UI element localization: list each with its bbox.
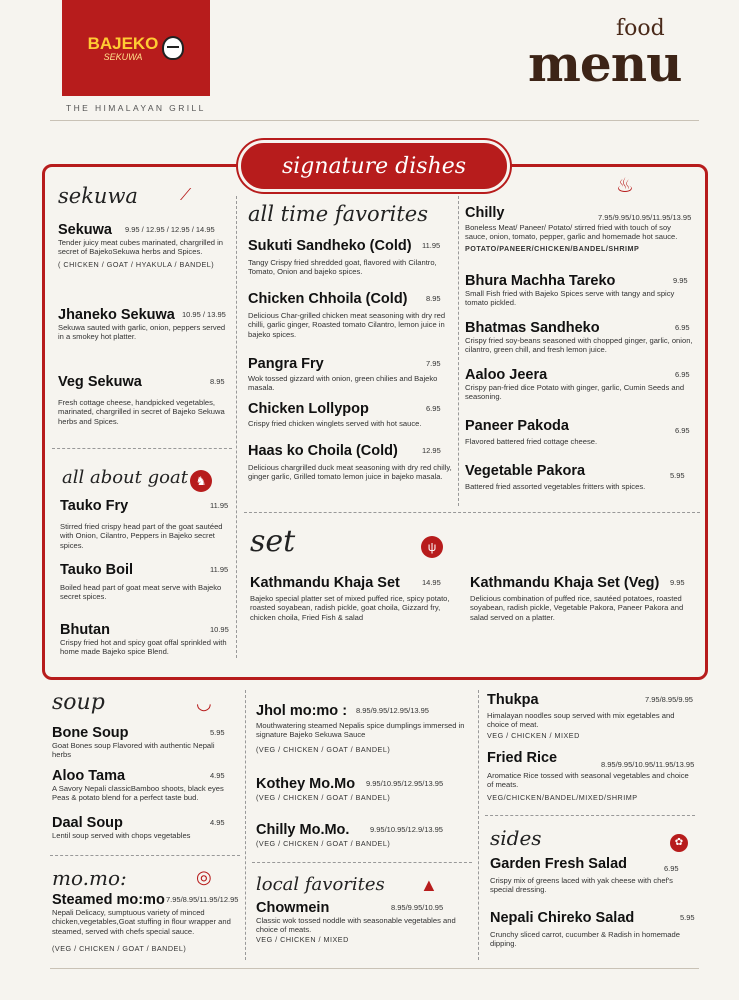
menu-item bbox=[52, 725, 232, 760]
header-divider bbox=[50, 120, 699, 121]
item-name: Paneer Pakoda bbox=[465, 418, 569, 434]
col-divider bbox=[245, 690, 246, 960]
item-price: 11.95 bbox=[210, 565, 229, 574]
sides-title: sides bbox=[490, 826, 542, 850]
item-desc: Crispy fried chicken winglets served with hot sauce. bbox=[248, 419, 422, 428]
item-desc: A Savory Nepali classicBamboo shoots, black eyes Peas & potato blend for a perfect taste bud. bbox=[52, 784, 224, 803]
footer-divider bbox=[50, 968, 699, 969]
item-price: 9.95/10.95/12.95/13.95 bbox=[366, 779, 444, 788]
item-price: 6.95 bbox=[664, 864, 679, 873]
item-price: 8.95 bbox=[210, 377, 225, 386]
item-name: Chicken Chhoila (Cold) bbox=[248, 291, 408, 307]
item-price: 11.95 bbox=[422, 241, 441, 250]
food-word: food bbox=[616, 16, 665, 41]
menu-item bbox=[256, 822, 471, 848]
item-price: 14.95 bbox=[422, 578, 441, 587]
menu-item bbox=[248, 401, 453, 428]
item-desc: Delicious combination of puffed rice, sautéed potatoes, roasted soyabean, radish pickle, Vegetable Pakora, Paneer Pakora and salad served on a platter. bbox=[470, 594, 684, 622]
menu-item bbox=[490, 856, 695, 895]
item-price: 6.95 bbox=[675, 323, 690, 332]
item-options: VEG / CHICKEN / MIXED bbox=[487, 730, 580, 740]
item-name: Chowmein bbox=[256, 900, 330, 916]
chef-hat-icon: ♨ bbox=[616, 175, 634, 197]
menu-item bbox=[52, 815, 232, 840]
item-price: 8.95/9.95/10.95/11.95/13.95 bbox=[601, 760, 695, 769]
brand-logo bbox=[62, 0, 210, 96]
menu-item bbox=[58, 222, 230, 269]
item-desc: Flavored battered fried cottage cheese. bbox=[465, 437, 598, 446]
brand-name: BAJEKO bbox=[87, 33, 159, 53]
item-name: Jhol mo:mo : bbox=[256, 703, 348, 719]
item-desc: Himalayan noodles soup served with mix egetables and choice of meat. bbox=[487, 711, 675, 730]
item-name: Tauko Boil bbox=[60, 562, 134, 578]
menu-item bbox=[465, 463, 695, 491]
item-name: Veg Sekuwa bbox=[58, 374, 142, 390]
menu-item bbox=[465, 273, 695, 308]
item-options: (VEG / CHICKEN / GOAT / BANDEL) bbox=[256, 839, 391, 848]
item-name: Tauko Fry bbox=[60, 498, 129, 514]
momo-title: mo.mo: bbox=[52, 866, 127, 890]
item-desc: Bajeko special platter set of mixed puffed rice, spicy potato, roasted soyabean, radish pickle, goat choila, Gizzard fry, chicken choila, Fried Fish & salad bbox=[250, 594, 450, 622]
item-options: ( CHICKEN / GOAT / HYAKULA / BANDEL) bbox=[58, 259, 215, 269]
item-name: Garden Fresh Salad bbox=[490, 856, 627, 872]
section-divider bbox=[244, 512, 700, 513]
item-price: 6.95 bbox=[675, 426, 690, 435]
item-desc: Crunchy sliced carrot, cucumber & Radish in homemade dipping. bbox=[490, 930, 680, 949]
item-price: 10.95 / 13.95 bbox=[182, 310, 226, 319]
item-price: 6.95 bbox=[675, 370, 690, 379]
item-desc: Fresh cottage cheese, handpicked vegetables, marinated, chargrilled in secret of Bajeko Sekuwa herbs and Spices. bbox=[58, 398, 225, 426]
signature-title: signature dishes bbox=[281, 153, 467, 179]
col-divider bbox=[478, 690, 479, 960]
item-desc: Mouthwatering steamed Nepalis spice dumplings immersed in signature Bajeko Sekuwa Sauce bbox=[256, 721, 465, 740]
item-name: Thukpa bbox=[487, 692, 539, 708]
item-name: Chicken Lollypop bbox=[248, 401, 369, 417]
menu-item bbox=[248, 443, 453, 482]
item-options: VEG / CHICKEN / MIXED bbox=[256, 934, 349, 944]
item-desc: Aromatice Rice tossed with seasonal vegetables and choice of meats. bbox=[487, 771, 689, 790]
cutlery-icon: ψ bbox=[421, 536, 443, 558]
menu-item bbox=[248, 291, 453, 339]
item-desc: Classic wok tossed noddle with seasonable vegetables and choice of meats. bbox=[256, 916, 456, 935]
item-name: Chilly Mo.Mo. bbox=[256, 822, 350, 838]
sekuwa-title: sekuwa bbox=[58, 184, 138, 208]
item-price: 7.95/9.95/10.95/11.95/13.95 bbox=[598, 213, 692, 222]
item-price: 4.95 bbox=[210, 771, 225, 780]
menu-item bbox=[60, 562, 230, 602]
menu-item bbox=[256, 900, 471, 944]
menu-item bbox=[465, 367, 695, 402]
menu-item bbox=[250, 575, 455, 622]
item-price: 5.95 bbox=[670, 471, 685, 480]
item-desc: Delicious chargrilled duck meat seasoning with dry red chilly, ginger garlic, Grilled tomato lemon juice in bajeko masala. bbox=[248, 463, 452, 482]
item-options: (VEG / CHICKEN / GOAT / BANDEL) bbox=[256, 793, 391, 802]
item-price: 9.95 / 12.95 / 12.95 / 14.95 bbox=[125, 225, 215, 234]
menu-item bbox=[256, 776, 471, 802]
item-options: (VEG / CHICKEN / GOAT / BANDEL) bbox=[256, 744, 391, 754]
item-name: Aaloo Jeera bbox=[465, 367, 548, 383]
item-price: 7.95/8.95/11.95/12.95 bbox=[166, 895, 239, 904]
item-desc: Crispy fried hot and spicy goat offal sprinkled with home made Bajeko spice Blend. bbox=[60, 638, 227, 657]
item-price: 9.95/10.95/12.9/13.95 bbox=[370, 825, 443, 834]
item-price: 4.95 bbox=[210, 818, 225, 827]
item-name: Bhutan bbox=[60, 622, 110, 638]
item-price: 5.95 bbox=[680, 913, 695, 922]
item-price: 9.95 bbox=[673, 276, 688, 285]
soup-bowl-icon: ◡ bbox=[196, 693, 212, 713]
menu-item bbox=[60, 622, 230, 657]
pot-icon: ▲ bbox=[420, 875, 438, 895]
menu-item bbox=[52, 768, 232, 803]
item-name: Steamed mo:mo bbox=[52, 892, 165, 908]
menu-item bbox=[58, 374, 230, 426]
menu-item bbox=[470, 575, 698, 622]
col-divider bbox=[236, 196, 237, 658]
item-name: Fried Rice bbox=[487, 750, 558, 766]
item-desc: Wok tossed gizzard with onion, green chilies and Bajeko masala. bbox=[248, 374, 438, 393]
item-desc: Battered fried assorted vegetables fritters with spices. bbox=[465, 482, 646, 491]
soup-title: soup bbox=[52, 690, 105, 715]
item-desc: Lentil soup served with chops vegetables bbox=[52, 831, 191, 840]
item-options: (VEG / CHICKEN / GOAT / BANDEL) bbox=[52, 944, 187, 954]
signature-banner bbox=[238, 140, 510, 192]
item-name: Bhura Machha Tareko bbox=[465, 273, 616, 289]
menu-item bbox=[487, 692, 697, 740]
item-desc: Tender juicy meat cubes marinated, chargrilled in secret of BajekoSekuwa herbs and Spices. bbox=[58, 238, 224, 257]
item-price: 8.95 bbox=[426, 294, 441, 303]
item-desc: Tangy Crispy fried shredded goat, flavored with Cilantro, Tomato, Onion and bajeko spices. bbox=[248, 258, 437, 277]
chef-face-icon bbox=[162, 36, 184, 60]
item-price: 7.95/8.95/9.95 bbox=[645, 695, 693, 704]
item-price: 11.95 bbox=[210, 501, 229, 510]
item-desc: Crispy pan-fried dice Potato with ginger, garlic, Cumin Seeds and seasoning. bbox=[465, 383, 685, 402]
item-desc: Stirred fried crispy head part of the goat sautéed with Onion, Cilantro, Peppers in Bajeko secret spices. bbox=[60, 522, 223, 550]
item-name: Kathmandu Khaja Set (Veg) bbox=[470, 575, 660, 591]
item-name: Bhatmas Sandheko bbox=[465, 320, 600, 336]
menu-item bbox=[490, 910, 705, 949]
item-name: Haas ko Choila (Cold) bbox=[248, 443, 398, 459]
item-options: VEG/CHICKEN/BANDEL/MIXED/SHRIMP bbox=[487, 792, 638, 802]
item-price: 6.95 bbox=[426, 404, 441, 413]
item-desc: Delicious Char-grilled chicken meat seasoning with dry red chilli, garlic ginger, Roasted tomato Cilantro, lemon juice in bajeko spices. bbox=[248, 311, 446, 339]
item-desc: Sekuwa sauted with garlic, onion, peppers served in a smokey hot platter. bbox=[58, 323, 226, 342]
item-price: 5.95 bbox=[210, 728, 225, 737]
menu-item bbox=[487, 750, 697, 802]
menu-item bbox=[465, 418, 695, 446]
item-price: 7.95 bbox=[426, 359, 441, 368]
item-price: 8.95/9.95/12.95/13.95 bbox=[356, 706, 429, 715]
item-desc: Boneless Meat/ Paneer/ Potato/ stirred fried with touch of soy sauce, onion, tomato, pepper, garlic and homemade hot sauce. bbox=[465, 223, 678, 242]
item-name: Nepali Chireko Salad bbox=[490, 910, 635, 926]
menu-word: menu bbox=[528, 34, 682, 93]
skewer-icon: ⟋ bbox=[180, 187, 192, 204]
favorites-title: all time favorites bbox=[248, 202, 428, 226]
menu-item bbox=[52, 892, 242, 953]
menu-item bbox=[248, 356, 453, 393]
item-name: Sekuwa bbox=[58, 222, 112, 238]
item-name: Daal Soup bbox=[52, 815, 123, 831]
item-desc: Crispy fried soy-beans seasoned with chopped ginger, garlic, onion, cilantro, green chill, and fresh lemon juice. bbox=[465, 336, 693, 355]
item-desc: Goat Bones soup Flavored with authentic Nepali herbs bbox=[52, 741, 215, 760]
section-divider bbox=[52, 448, 232, 449]
item-name: Vegetable Pakora bbox=[465, 463, 586, 479]
item-name: Aloo Tama bbox=[52, 768, 126, 784]
item-desc: Nepali Delicacy, sumptuous variety of minced chicken,vegetables,Goat stuffing in flour wrapper and steamed, served with chefs special sauce. bbox=[52, 908, 231, 936]
item-name: Chilly bbox=[465, 205, 505, 221]
menu-item bbox=[60, 498, 230, 550]
salad-icon: ✿ bbox=[670, 834, 688, 852]
item-name: Kothey Mo.Mo bbox=[256, 776, 356, 792]
dumpling-icon: ◎ bbox=[196, 867, 212, 887]
item-name: Pangra Fry bbox=[248, 356, 324, 372]
item-name: Kathmandu Khaja Set bbox=[250, 575, 400, 591]
menu-item bbox=[58, 307, 230, 342]
menu-item bbox=[465, 320, 695, 355]
item-name: Bone Soup bbox=[52, 725, 129, 741]
item-name: Sukuti Sandheko (Cold) bbox=[248, 238, 412, 254]
goat-title: all about goat bbox=[62, 467, 188, 488]
item-desc: Small Fish fried with Bajeko Spices serve with tangy and spicy tomato pickled. bbox=[465, 289, 675, 308]
menu-item bbox=[256, 703, 471, 754]
tagline: THE HIMALAYAN GRILL bbox=[66, 103, 206, 113]
section-divider bbox=[485, 815, 695, 816]
menu-item bbox=[465, 205, 695, 253]
item-price: 10.95 bbox=[210, 625, 229, 634]
item-name: Jhaneko Sekuwa bbox=[58, 307, 175, 323]
section-divider bbox=[252, 862, 472, 863]
set-title: set bbox=[250, 524, 296, 559]
item-price: 9.95 bbox=[670, 578, 685, 587]
item-price: 12.95 bbox=[422, 446, 441, 455]
item-options: POTATO/PANEER/CHICKEN/BANDEL/SHRIMP bbox=[465, 243, 640, 253]
section-divider bbox=[50, 855, 240, 856]
item-desc: Crispy mix of greens laced with yak cheese with chef's special dressing. bbox=[490, 876, 673, 895]
local-title: local favorites bbox=[256, 874, 385, 895]
item-desc: Boiled head part of goat meat serve with Bajeko secret spices. bbox=[60, 583, 222, 602]
col-divider bbox=[458, 196, 459, 506]
brand-sub: SEKUWA bbox=[103, 51, 143, 62]
menu-item bbox=[248, 238, 453, 277]
goat-icon: ♞ bbox=[190, 470, 212, 492]
item-price: 8.95/9.95/10.95 bbox=[391, 903, 444, 912]
